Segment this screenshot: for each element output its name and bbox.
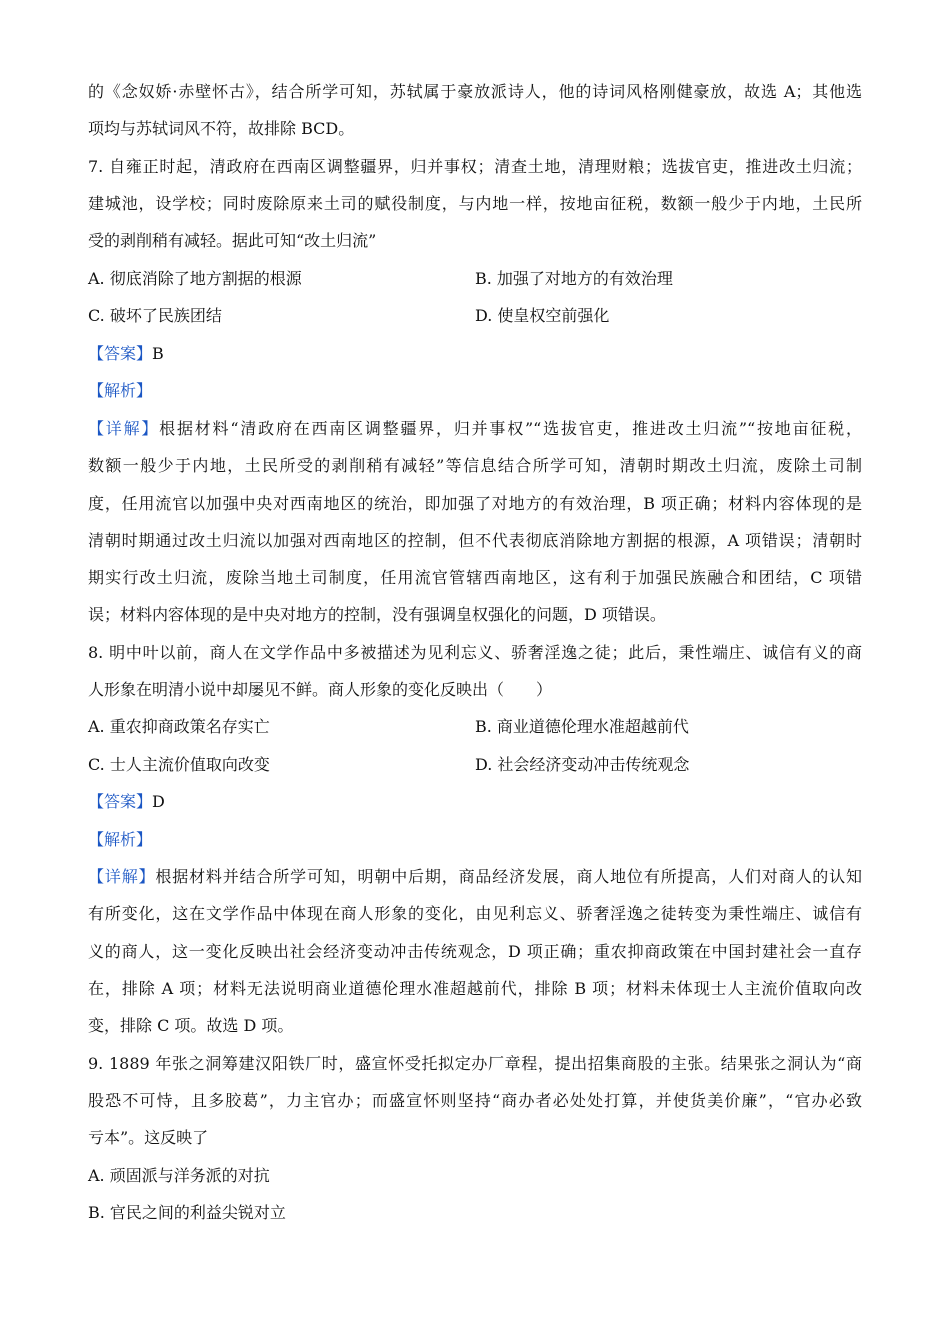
q7-option-a: A. 彻底消除了地方割据的根源: [88, 269, 302, 288]
q8-stem-line-1: 8. 明中叶以前，商人在文学作品中多被描述为见利忘义、骄奢淫逸之徒；此后，秉性端庄、诚信有义的商: [88, 643, 862, 662]
q7-detail-line-3: 度，任用流官以加强中央对西南地区的统治，即加强了对地方的有效治理，B 项正确；材料内容体现的是: [88, 494, 862, 513]
q7-detail-line-2: 数额一般少于内地，土民所受的剥削稍有减轻”等信息结合所学可知，清朝时期改土归流，废除土司制: [88, 456, 862, 475]
q8-detail-line-5: 变，排除 C 项。故选 D 项。: [88, 1016, 294, 1035]
q7-detail-tag: 【详解】: [88, 419, 160, 438]
q9-option-a: A. 顽固派与洋务派的对抗: [88, 1166, 270, 1185]
q8-option-b: B. 商业道德伦理水准超越前代: [475, 717, 689, 736]
q8-option-a: A. 重农抑商政策名存实亡: [88, 717, 270, 736]
q7-analysis-tag: 【解析】: [88, 381, 153, 400]
q8-option-d: D. 社会经济变动冲击传统观念: [475, 755, 690, 774]
q7-option-b: B. 加强了对地方的有效治理: [475, 269, 673, 288]
q8-detail-line-4: 在，排除 A 项；材料无法说明商业道德伦理水准超越前代，排除 B 项；材料未体现士人主流价值取向改: [88, 979, 862, 998]
q7-detail-text-1: 根据材料“清政府在西南区调整疆界，归并事权”“选拔官吏，推进改土归流”“按地亩征税，: [159, 419, 862, 438]
q8-answer-tag: 【答案】: [88, 792, 153, 811]
q8-detail-text-1: 根据材料并结合所学可知，明朝中后期，商品经济发展，商人地位有所提高，人们对商人的认知: [155, 867, 862, 886]
q9-option-b: B. 官民之间的利益尖锐对立: [88, 1203, 286, 1222]
q8-detail-tag: 【详解】: [88, 867, 156, 886]
q9-stem-line-3: 亏本”。这反映了: [88, 1128, 209, 1147]
q7-option-d: D. 使皇权空前强化: [475, 306, 610, 325]
intro-line-2: 项均与苏轼词风不符，故排除 BCD。: [88, 119, 355, 138]
q9-stem-line-2: 股恐不可恃，且多胶葛”，力主官办；而盛宣怀则坚持“商办者必处处打算，并使货美价廉”，“官办必致: [88, 1091, 862, 1110]
q7-stem-line-1: 7. 自雍正时起，清政府在西南区调整疆界，归并事权；清查土地，清理财粮；选拔官吏，推进改土归流；: [88, 157, 862, 176]
intro-line-1: 的《念奴娇·赤壁怀古》，结合所学可知，苏轼属于豪放派诗人，他的诗词风格刚健豪放，故选 A；其他选: [88, 82, 862, 101]
q8-analysis-tag: 【解析】: [88, 830, 153, 849]
q8-detail-line-1: [88, 866, 862, 888]
q7-analysis-row: [88, 380, 152, 402]
q8-answer-value: D: [152, 792, 165, 811]
q7-detail-line-1: [88, 418, 862, 440]
q8-stem-line-2: 人形象在明清小说中却屡见不鲜。商人形象的变化反映出（ ）: [88, 680, 553, 699]
q7-detail-line-4: 清朝时期通过改土归流以加强对西南地区的控制，但不代表彻底消除地方割据的根源，A 项错误；清朝时: [88, 531, 862, 550]
q7-detail-line-5: 期实行改土归流，废除当地土司制度，任用流官管辖西南地区，这有利于加强民族融合和团结，C 项错: [88, 568, 862, 587]
q8-answer-row: [88, 791, 165, 813]
q8-analysis-row: [88, 829, 152, 851]
q7-stem-line-3: 受的剥削稍有减轻。据此可知“改土归流”: [88, 231, 377, 250]
q8-option-c: C. 士人主流价值取向改变: [88, 755, 270, 774]
q7-option-c: C. 破坏了民族团结: [88, 306, 222, 325]
q8-detail-line-3: 义的商人，这一变化反映出社会经济变动冲击传统观念，D 项正确；重农抑商政策在中国封建社会一直存: [88, 942, 862, 961]
q7-answer-tag: 【答案】: [88, 344, 153, 363]
q7-answer-value: B: [152, 344, 164, 363]
q7-answer-row: [88, 343, 164, 365]
q7-detail-line-6: 误；材料内容体现的是中央对地方的控制，没有强调皇权强化的问题，D 项错误。: [88, 605, 666, 624]
q7-stem-line-2: 建城池，设学校；同时废除原来土司的赋役制度，与内地一样，按地亩征税，数额一般少于内地，土民所: [88, 194, 862, 213]
q9-stem-line-1: 9. 1889 年张之洞筹建汉阳铁厂时，盛宣怀受托拟定办厂章程，提出招集商股的主张。结果张之洞认为“商: [88, 1054, 862, 1073]
q8-detail-line-2: 有所变化，这在文学作品中体现在商人形象的变化，由见利忘义、骄奢淫逸之徒转变为秉性端庄、诚信有: [88, 904, 862, 923]
